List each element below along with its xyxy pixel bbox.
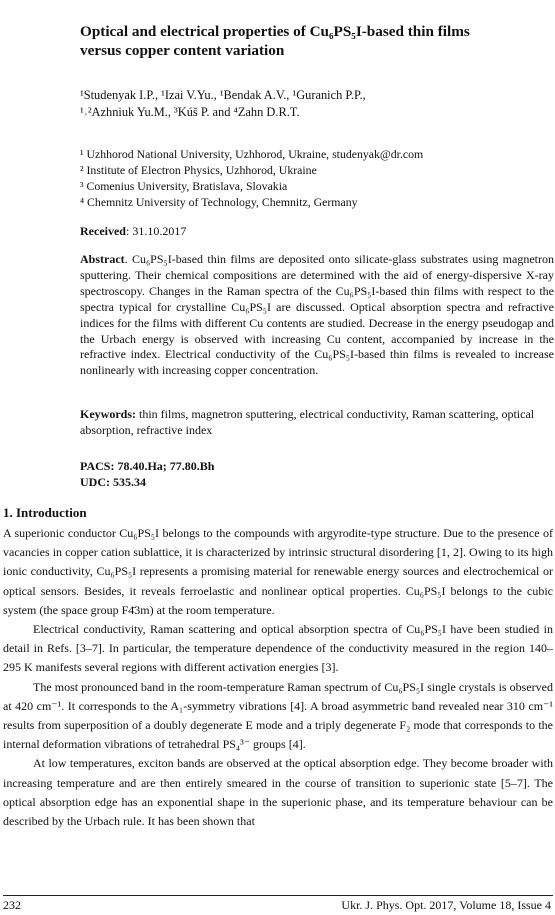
keywords-label: Keywords: (80, 407, 136, 421)
abstract-label: Abstract (80, 252, 125, 266)
paragraph-3: The most pronounced band in the room-temperature Raman spectrum of Cu₆PS₅I single crystals is observed at 420 cm⁻¹. It corresponds to the A₁-symmetry vibrations [4]. A broad asymmetric band revealed near 310 cm⁻¹ results from superposition of a doubly degenerate E mode and a triply degenerate F₂ mode that corresponds to the internal deformation vibrations of tetrahedral PS₄³⁻ groups [4]. (3, 679, 553, 752)
abstract-text: . Cu₆PS₅I-based thin films are deposited onto silicate-glass substrates using magnetron sputtering. Their chemical compositions are determined with the aid of energy-dispersive X-ray spectroscopy. Changes in the Raman spectra of the Cu₆PS₅I-based thin films with respect to the spectra typical for crystalline Cu₆PS₅I are discussed. Optical absorption spectra and refractive indices for the films with different Cu contents are studied. Decrease in the energy pseudogap and the Urbach energy is observed with increasing Cu content, accompanied by increase in the refractive index. Electrical conductivity of the Cu₆PS₅I-based thin films is revealed to increase nonlinearly with increasing copper concentration. (80, 252, 554, 378)
pacs-line (80, 459, 535, 475)
keywords (80, 407, 554, 439)
received-value: : 31.10.2017 (125, 224, 187, 238)
title-line-1: Optical and electrical properties of Cu₆PS₅I-based thin films (80, 23, 470, 40)
received-date (80, 224, 535, 239)
pacs-label: PACS (80, 459, 111, 473)
paragraph-2: Electrical conductivity, Raman scattering and optical absorption spectra of Cu₆PS₅I have been studied in detail in Refs. [3–7]. In particular, the temperature dependence of the conductivity measured in the region 140–295 K manifests several regions with different activation energies [3]. (3, 622, 553, 675)
affiliation-list (80, 146, 535, 210)
pacs-value: : 78.40.Ha; 77.80.Bh (110, 459, 215, 473)
abstract (80, 252, 554, 379)
received-label: Received (80, 224, 126, 238)
paper-title (80, 22, 535, 60)
classification-codes (80, 459, 535, 491)
journal-citation: Ukr. J. Phys. Opt. 2017, Volume 18, Issue 4 (341, 898, 551, 912)
keywords-text: thin films, magnetron sputtering, electrical conductivity, Raman scattering, optical absorption, refractive index (80, 407, 535, 437)
affiliation-2: ² Institute of Electron Physics, Uzhhorod, Ukraine (80, 163, 317, 177)
title-line-2: versus copper content variation (80, 42, 285, 59)
footer-divider (3, 895, 553, 896)
authors-line-2: ¹˒²Azhniuk Yu.M., ³Kúš P. and ⁴Zahn D.R.T. (80, 105, 300, 119)
authors-line-1: ¹Studenyak I.P., ¹Izai V.Yu., ¹Bendak A.V., ¹Guranich P.P., (80, 88, 366, 102)
udc-line (80, 475, 535, 491)
udc-label: UDC (80, 474, 106, 489)
affiliation-3: ³ Comenius University, Bratislava, Slovakia (80, 179, 288, 193)
author-list (80, 87, 535, 121)
affiliation-4: ⁴ Chemnitz University of Technology, Chemnitz, Germany (80, 195, 358, 209)
section-heading: 1. Introduction (3, 505, 87, 520)
affiliation-1: ¹ Uzhhorod National University, Uzhhorod, Ukraine, studenyak@dr.com (80, 147, 424, 161)
paragraph-4: At low temperatures, exciton bands are observed at the optical absorption edge. They become broader with increasing temperature and are then entirely smeared in the course of transition to superionic state [5–7]. The optical absorption edge has an exponential shape in the superionic phase, and its temperature behaviour can be described by the Urbach rule. It has been shown that (3, 756, 553, 829)
page-number: 232 (3, 898, 21, 912)
paragraph-1: A superionic conductor Cu₆PS₅I belongs to the compounds with argyrodite-type structure. Due to the presence of vacancies in copper cation sublattice, it is characterized by intrinsic structural disordering [1, 2]. Owing to its high ionic conductivity, Cu₆PS₅I represents a promising material for renewable energy sources and electrochemical or optical sensors. Besides, it reveals ferroelastic and nonlinear optical properties. Cu₆PS₅I belongs to the cubic system (the space group F4̄3m) at the room temperature. (3, 526, 553, 617)
udc-value: : 535.34 (106, 474, 146, 489)
section-body (3, 524, 553, 831)
